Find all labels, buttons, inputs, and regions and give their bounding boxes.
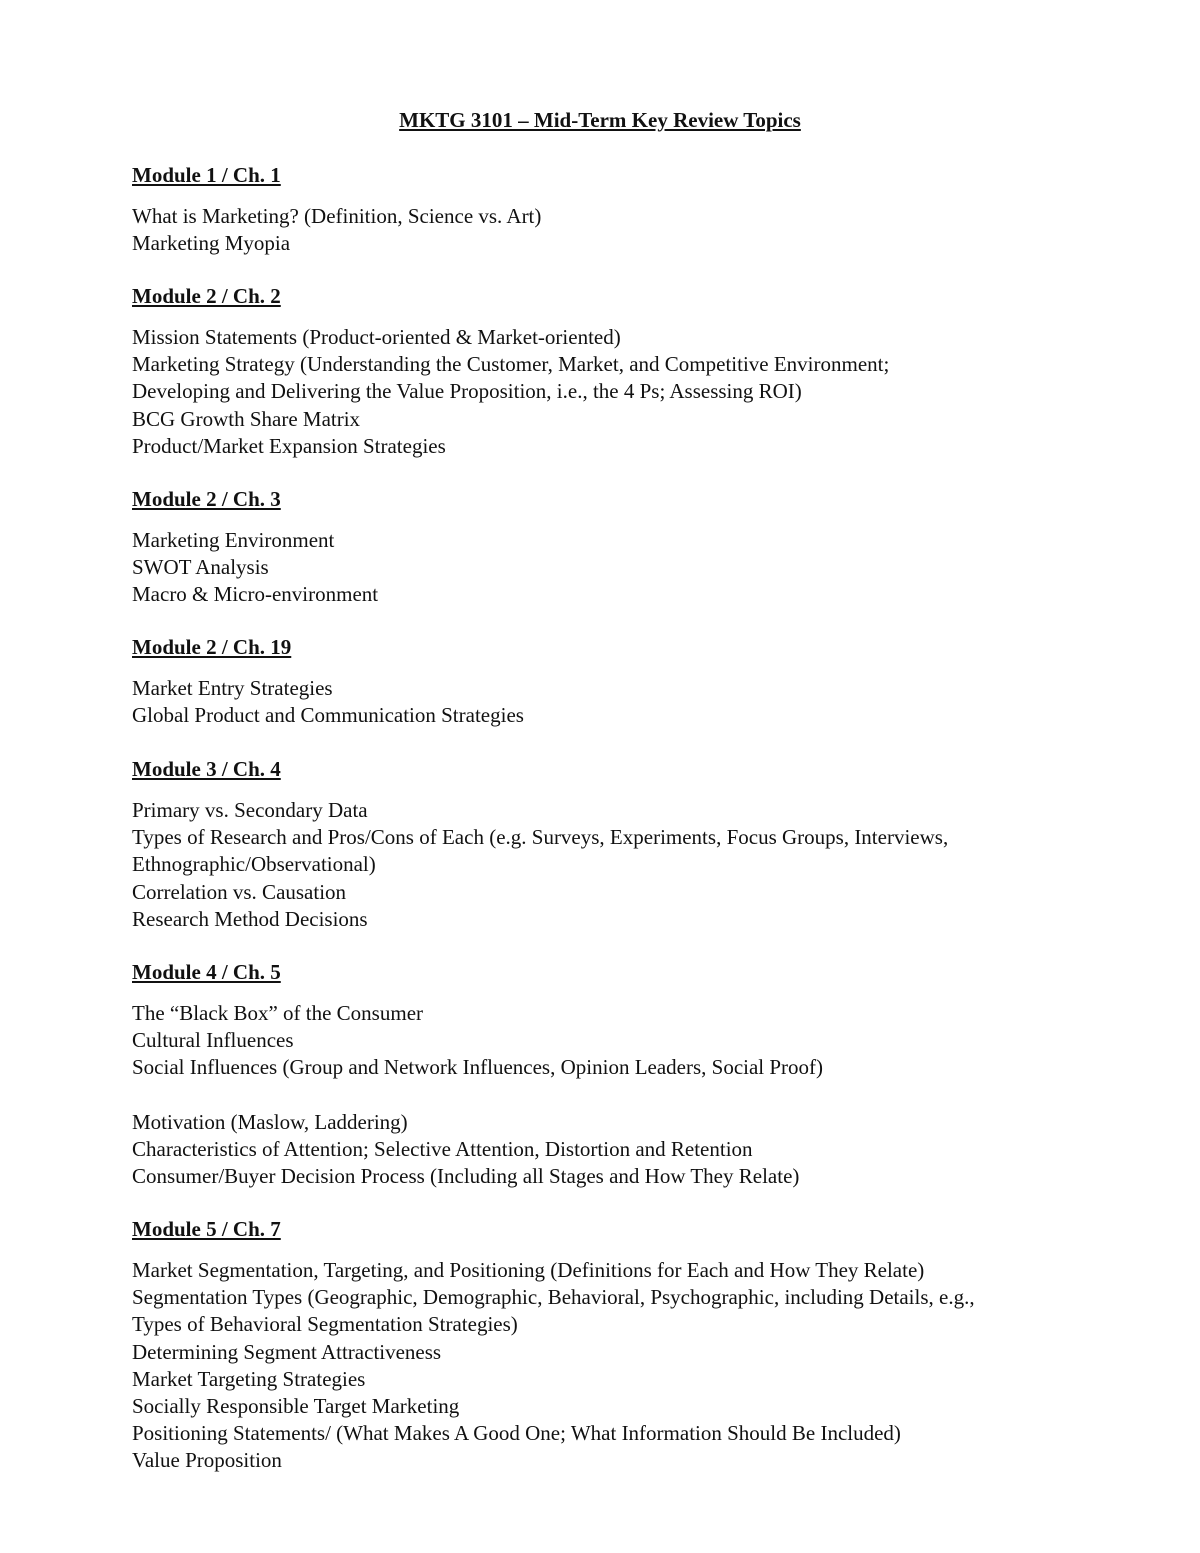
topic-line: Ethnographic/Observational) — [132, 852, 376, 877]
topic-line: Market Segmentation, Targeting, and Positioning (Definitions for Each and How They Relate) — [132, 1258, 925, 1282]
document-title: MKTG 3101 – Mid-Term Key Review Topics — [399, 108, 801, 132]
topic-line: Marketing Myopia — [132, 231, 291, 256]
topic-line: Socially Responsible Target Marketing — [132, 1394, 460, 1419]
module-section — [132, 634, 1132, 729]
module-section — [132, 1216, 1132, 1475]
topic-line: Market Targeting Strategies — [132, 1366, 366, 1391]
topic-line: Macro & Micro-environment — [132, 582, 379, 607]
topic-line: Social Influences (Group and Network Influences, Opinion Leaders, Social Proof) — [132, 1055, 824, 1080]
topic-line: Cultural Influences — [132, 1028, 294, 1053]
topic-line: Marketing Environment — [132, 528, 335, 552]
module-heading: Module 5 / Ch. 7 — [132, 1217, 281, 1241]
module-section — [132, 486, 1132, 609]
module-heading: Module 2 / Ch. 3 — [132, 487, 281, 511]
topic-line: Correlation vs. Causation — [132, 879, 347, 904]
module-heading: Module 3 / Ch. 4 — [132, 757, 281, 781]
module-heading: Module 2 / Ch. 19 — [132, 635, 292, 659]
module-section — [132, 162, 1132, 257]
topic-line: Marketing Strategy (Understanding the Customer, Market, and Competitive Environment; — [132, 352, 890, 377]
topic-line: Determining Segment Attractiveness — [132, 1339, 442, 1364]
module-section — [132, 756, 1132, 933]
topic-line: Characteristics of Attention; Selective Attention, Distortion and Retention — [132, 1137, 753, 1161]
topic-line: Primary vs. Secondary Data — [132, 798, 368, 822]
blank-line — [132, 1082, 1132, 1109]
module-section — [132, 959, 1132, 1190]
topic-line: SWOT Analysis — [132, 555, 269, 580]
topic-line: The “Black Box” of the Consumer — [132, 1001, 424, 1025]
topic-line: Value Proposition — [132, 1448, 282, 1473]
topic-line: Mission Statements (Product-oriented & Market-oriented) — [132, 325, 621, 349]
topic-line: Segmentation Types (Geographic, Demographic, Behavioral, Psychographic, including Details, e.g., — [132, 1285, 975, 1310]
topic-line: Global Product and Communication Strategies — [132, 703, 524, 728]
topic-line: Research Method Decisions — [132, 906, 368, 931]
topic-line: Developing and Delivering the Value Proposition, i.e., the 4 Ps; Assessing ROI) — [132, 379, 802, 404]
topic-line: Types of Research and Pros/Cons of Each (e.g. Surveys, Experiments, Focus Groups, Interviews, — [132, 825, 949, 850]
topic-line: What is Marketing? (Definition, Science vs. Art) — [132, 204, 542, 228]
topic-line: Types of Behavioral Segmentation Strategies) — [132, 1312, 518, 1337]
topic-line: BCG Growth Share Matrix — [132, 406, 361, 431]
module-heading: Module 4 / Ch. 5 — [132, 960, 281, 984]
topic-line: Positioning Statements/ (What Makes A Good One; What Information Should Be Included) — [132, 1421, 901, 1446]
topic-line: Consumer/Buyer Decision Process (Including all Stages and How They Relate) — [132, 1164, 800, 1189]
module-heading: Module 2 / Ch. 2 — [132, 284, 281, 308]
topic-line: Product/Market Expansion Strategies — [132, 433, 446, 458]
topic-line: Market Entry Strategies — [132, 676, 333, 700]
topic-line: Motivation (Maslow, Laddering) — [132, 1109, 408, 1134]
module-section — [132, 283, 1132, 460]
module-heading: Module 1 / Ch. 1 — [132, 163, 281, 187]
